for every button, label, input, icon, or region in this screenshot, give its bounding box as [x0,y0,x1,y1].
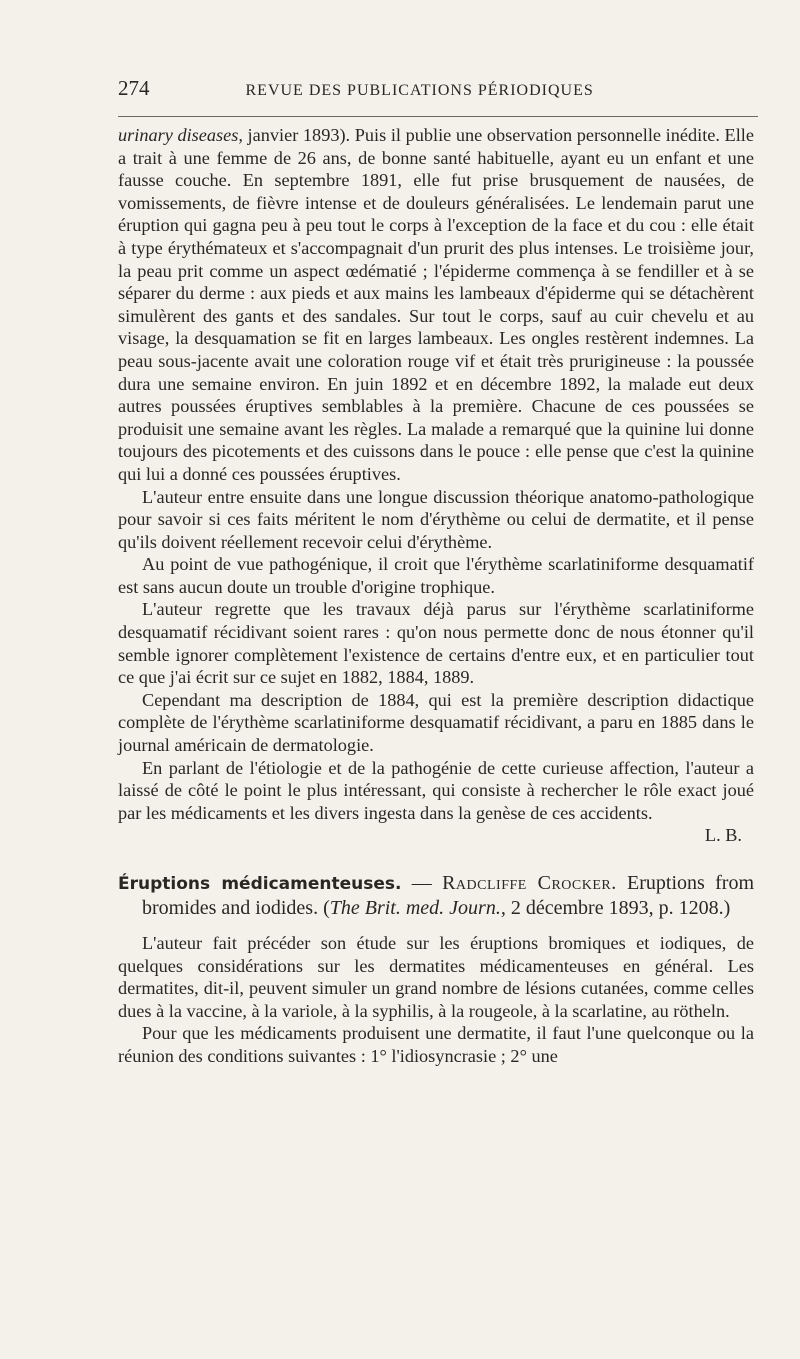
running-title: REVUE DES PUBLICATIONS PÉRIODIQUES [245,82,594,99]
article1-paragraph-5: Cependant ma description de 1884, qui est la première description didactique complète de l'érythème scarlatiniforme desquamatif récidivant, a paru en 1885 dans le journal américain de dermatologie. [118,689,754,756]
journal-title-italic: urinary diseases, [118,125,243,145]
article1-paragraph-1 [118,124,754,486]
article1-paragraph-1-text: janvier 1893). Puis il publie une observation personnelle inédite. Elle a trait à une femme de 26 ans, de bonne santé habituelle, ayant eu un enfant et une fausse couche. En septembre 1891, elle fut prise brusquement de nausées, de vomissements, de fièvre intense et de douleurs généralisées. Le lendemain parut une éruption qui gagna peu à peu tout le corps à l'exception de la face et du cou : elle était à type érythémateux et s'accompagnait d'un prurit des plus intenses. Le troisième jour, la peau prit comme un aspect œdématié ; l'épiderme commença à se fendiller et à se séparer du derme : aux pieds et aux mains les lambeaux d'épiderme qui se détachèrent simulèrent des gants et des sandales. Sur tout le corps, sauf au cuir chevelu et au visage, la desquamation se fit en larges lambeaux. Les ongles restèrent indemnes. La peau sous-jacente avait une coloration rouge vif et était très prurigineuse : la poussée dura une semaine environ. En juin 1892 et en décembre 1892, la malade eut deux autres poussées éruptives semblables à la première. Chacune de ces poussées se produisit une semaine avant les règles. La malade a remarqué que la quinine lui donne toujours des picotements et des cuissons dans le pouce : elle pense que c'est la quinine qui lui a donné ces poussées éruptives. [118,125,754,484]
article2-heading-dash: — [401,872,443,894]
article1-paragraph-3: Au point de vue pathogénique, il croit que l'érythème scarlatiniforme desquamatif est sans aucun doute un trouble d'origine trophique. [118,554,754,597]
article1-paragraph-6: En parlant de l'étiologie et de la pathogénie de cette curieuse affection, l'auteur a laissé de côté le point le plus intéressant, qui consiste à rechercher le rôle exact joué par les médicaments et les divers ingesta dans la genèse de ces accidents. [118,757,754,823]
page-header [118,76,758,101]
header-rule [118,116,758,117]
article2-heading-journal: The Brit. med. Journ., [329,897,506,919]
article2-heading-title: Éruptions médicamenteuses. [118,874,402,894]
article1-paragraph-2: L'auteur entre ensuite dans une longue discussion théorique anatomo-pathologique pour savoir si ces faits méritent le nom d'érythème ou celui de dermatite, et il pense qu'ils doivent réellement recevoir celui d'érythème. [118,486,754,552]
article2-paragraph-2: Pour que les médicaments produisent une dermatite, il faut l'une quelconque ou la réunion des conditions suivantes : 1° l'idiosyncrasie ; 2° une [118,1023,754,1066]
page-body [118,124,754,1068]
article2-heading-ref-a: Eruptions from bromides and iodides. ( [142,872,754,919]
article1-signature: L. B. [704,825,742,846]
article1-paragraph-4: L'auteur regrette que les travaux déjà parus sur l'érythème scarlatiniforme desquamatif récidivant soient rares : qu'on nous permette donc de nous étonner qu'il semble ignorer complètement l'existence de certains d'entre eux, et en particulier tout ce que j'ai écrit sur ce sujet en 1882, 1884, 1889. [118,599,754,688]
article2-heading [118,871,754,920]
page-number: 274 [118,76,150,100]
article2-heading-ref-b: 2 décembre 1893, p. 1208.) [505,897,731,919]
article2-paragraph-1: L'auteur fait précéder son étude sur les éruptions bromiques et iodiques, de quelques considérations sur les dermatites médicamenteuses en général. Les dermatites, dit-il, peuvent simuler un grand nombre de lésions cutanées, comme celles dues à la vaccine, à la variole, à la syphilis, à la rougeole, à la scarlatine, au rötheln. [118,933,754,1021]
article2-heading-author: Radcliffe Crocker. [442,872,617,894]
